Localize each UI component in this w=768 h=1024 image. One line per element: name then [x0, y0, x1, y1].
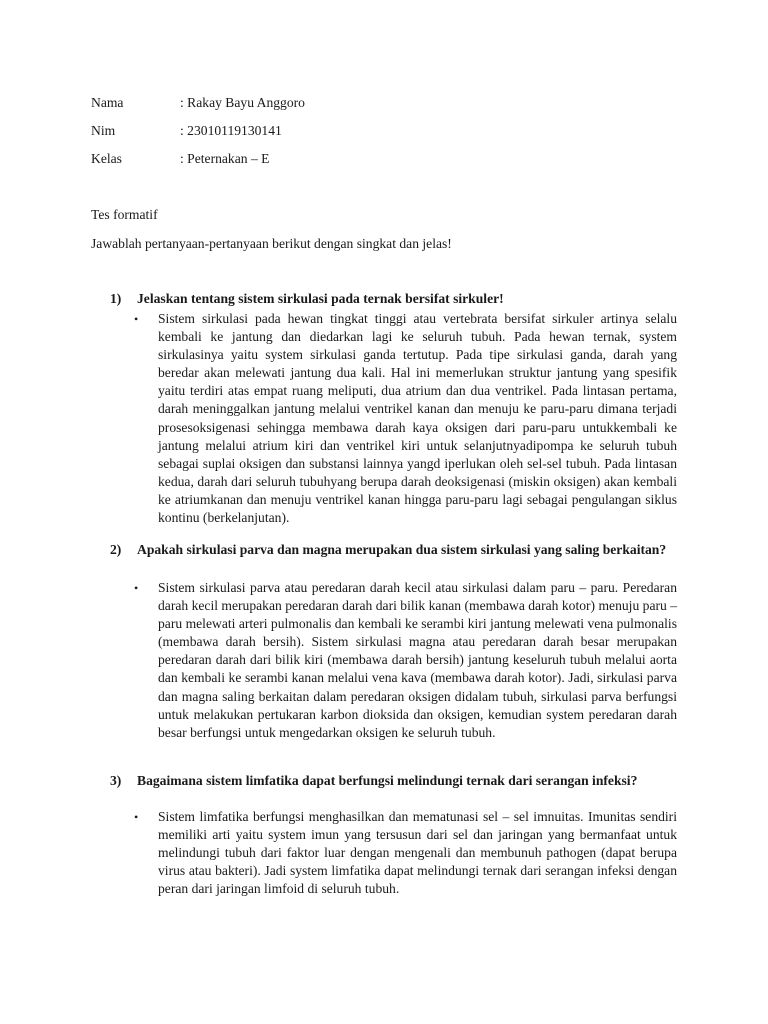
name-label: Nama: [91, 95, 124, 110]
question-text: Jelaskan tentang sistem sirkulasi pada ternak bersifat sirkuler!: [137, 291, 504, 306]
question-text: Apakah sirkulasi parva dan magna merupakan dua sistem sirkulasi yang saling berkaitan?: [137, 542, 667, 557]
question-number: 3): [110, 773, 122, 788]
section-heading: Tes formatif: [91, 207, 158, 222]
answer-text: Sistem sirkulasi pada hewan tingkat tinggi atau vertebrata bersifat sirkuler artinya selalu kembali ke jantung dan diedarkan lagi ke seluruh tubuh. Pada hewan ternak, system sirkulasinya yaitu system sirkulasi ganda tertutup. Pada tipe sirkulasi ganda, darah yang beredar akan melewati jantung dua kali. Hal ini memerlukan struktur jantung yang spesifik yaitu terdiri atas empat ruang meliputi, dua atrium dan dua ventrikel. Pada lintasan pertama, darah meninggalkan jantung melalui ventrikel kanan dan menuju ke paru-paru dimana terjadi prosesoksigenasi sehingga membawa darah kaya oksigen dari paru-paru untukkembali ke jantung melalui atrium kiri dan ventrikel kiri untuk selanjutnyadipompa ke seluruh tubuh sebagai suplai oksigen dan substansi lainnya yangd iperlukan oleh sel-sel tubuh. Pada lintasan kedua, darah dari seluruh tubuhyang berupa darah deoksigenasi (miskin oksigen) akan kembali ke atriumkanan dan menuju ventrikel kanan hingga paru-paru lagi sebagai pengulangan siklus kontinu (berkelanjutan).: [158, 311, 677, 526]
bullet-icon: •: [134, 810, 139, 824]
question-text: Bagaimana sistem limfatika dapat berfungsi melindungi ternak dari serangan infeksi?: [137, 773, 638, 788]
answer-text: Sistem limfatika berfungsi menghasilkan dan mematunasi sel – sel imnuitas. Imunitas sendiri memiliki arti yaitu system imun yang tersusun dari sel dan jaringan yang bermanfaat untuk melindungi tubuh dari faktor luar dengan mengenali dan membunuh pathogen (dapat berupa virus atau bakteri). Jadi system limfatika dapat melindungi ternak dari serangan infeksi dengan peran dari jaringan limfoid di seluruh tubuh.: [158, 809, 677, 897]
question-number: 2): [110, 542, 122, 557]
class-label: Kelas: [91, 151, 122, 166]
question-number: 1): [110, 291, 122, 306]
nim-value: : 23010119130141: [180, 123, 282, 138]
answer-text: Sistem sirkulasi parva atau peredaran darah kecil atau sirkulasi dalam paru – paru. Peredaran darah kecil merupakan peredaran darah dari bilik kanan (membawa darah kotor) menuju paru – paru melewati arteri pulmonalis dan kembali ke serambi kiri jantung melewati vena pulmonalis (membawa darah bersih). Sistem sirkulasi magna atau peredaran darah besar merupakan peredaran darah dari bilik kiri (membawa darah bersih) jantung keseluruh tubuh melalui aorta dan kembali ke serambi kanan melalui vena kava (membawa darah kotor). Jadi, sirkulasi parva dan magna saling berkaitan dalam peredaran oksigen didalam tubuh, sirkulasi parva berfungsi untuk melakukan pertukaran karbon dioksida dan oksigen, kemudian system peredaran darah besar berfungsi untuk mengedarkan oksigen ke seluruh tubuh.: [158, 580, 677, 740]
instruction-text: Jawablah pertanyaan-pertanyaan berikut dengan singkat dan jelas!: [91, 236, 452, 251]
class-value: : Peternakan – E: [180, 151, 270, 166]
name-value: : Rakay Bayu Anggoro: [180, 95, 305, 110]
bullet-icon: •: [134, 581, 139, 595]
bullet-icon: •: [134, 312, 139, 326]
nim-label: Nim: [91, 123, 116, 138]
